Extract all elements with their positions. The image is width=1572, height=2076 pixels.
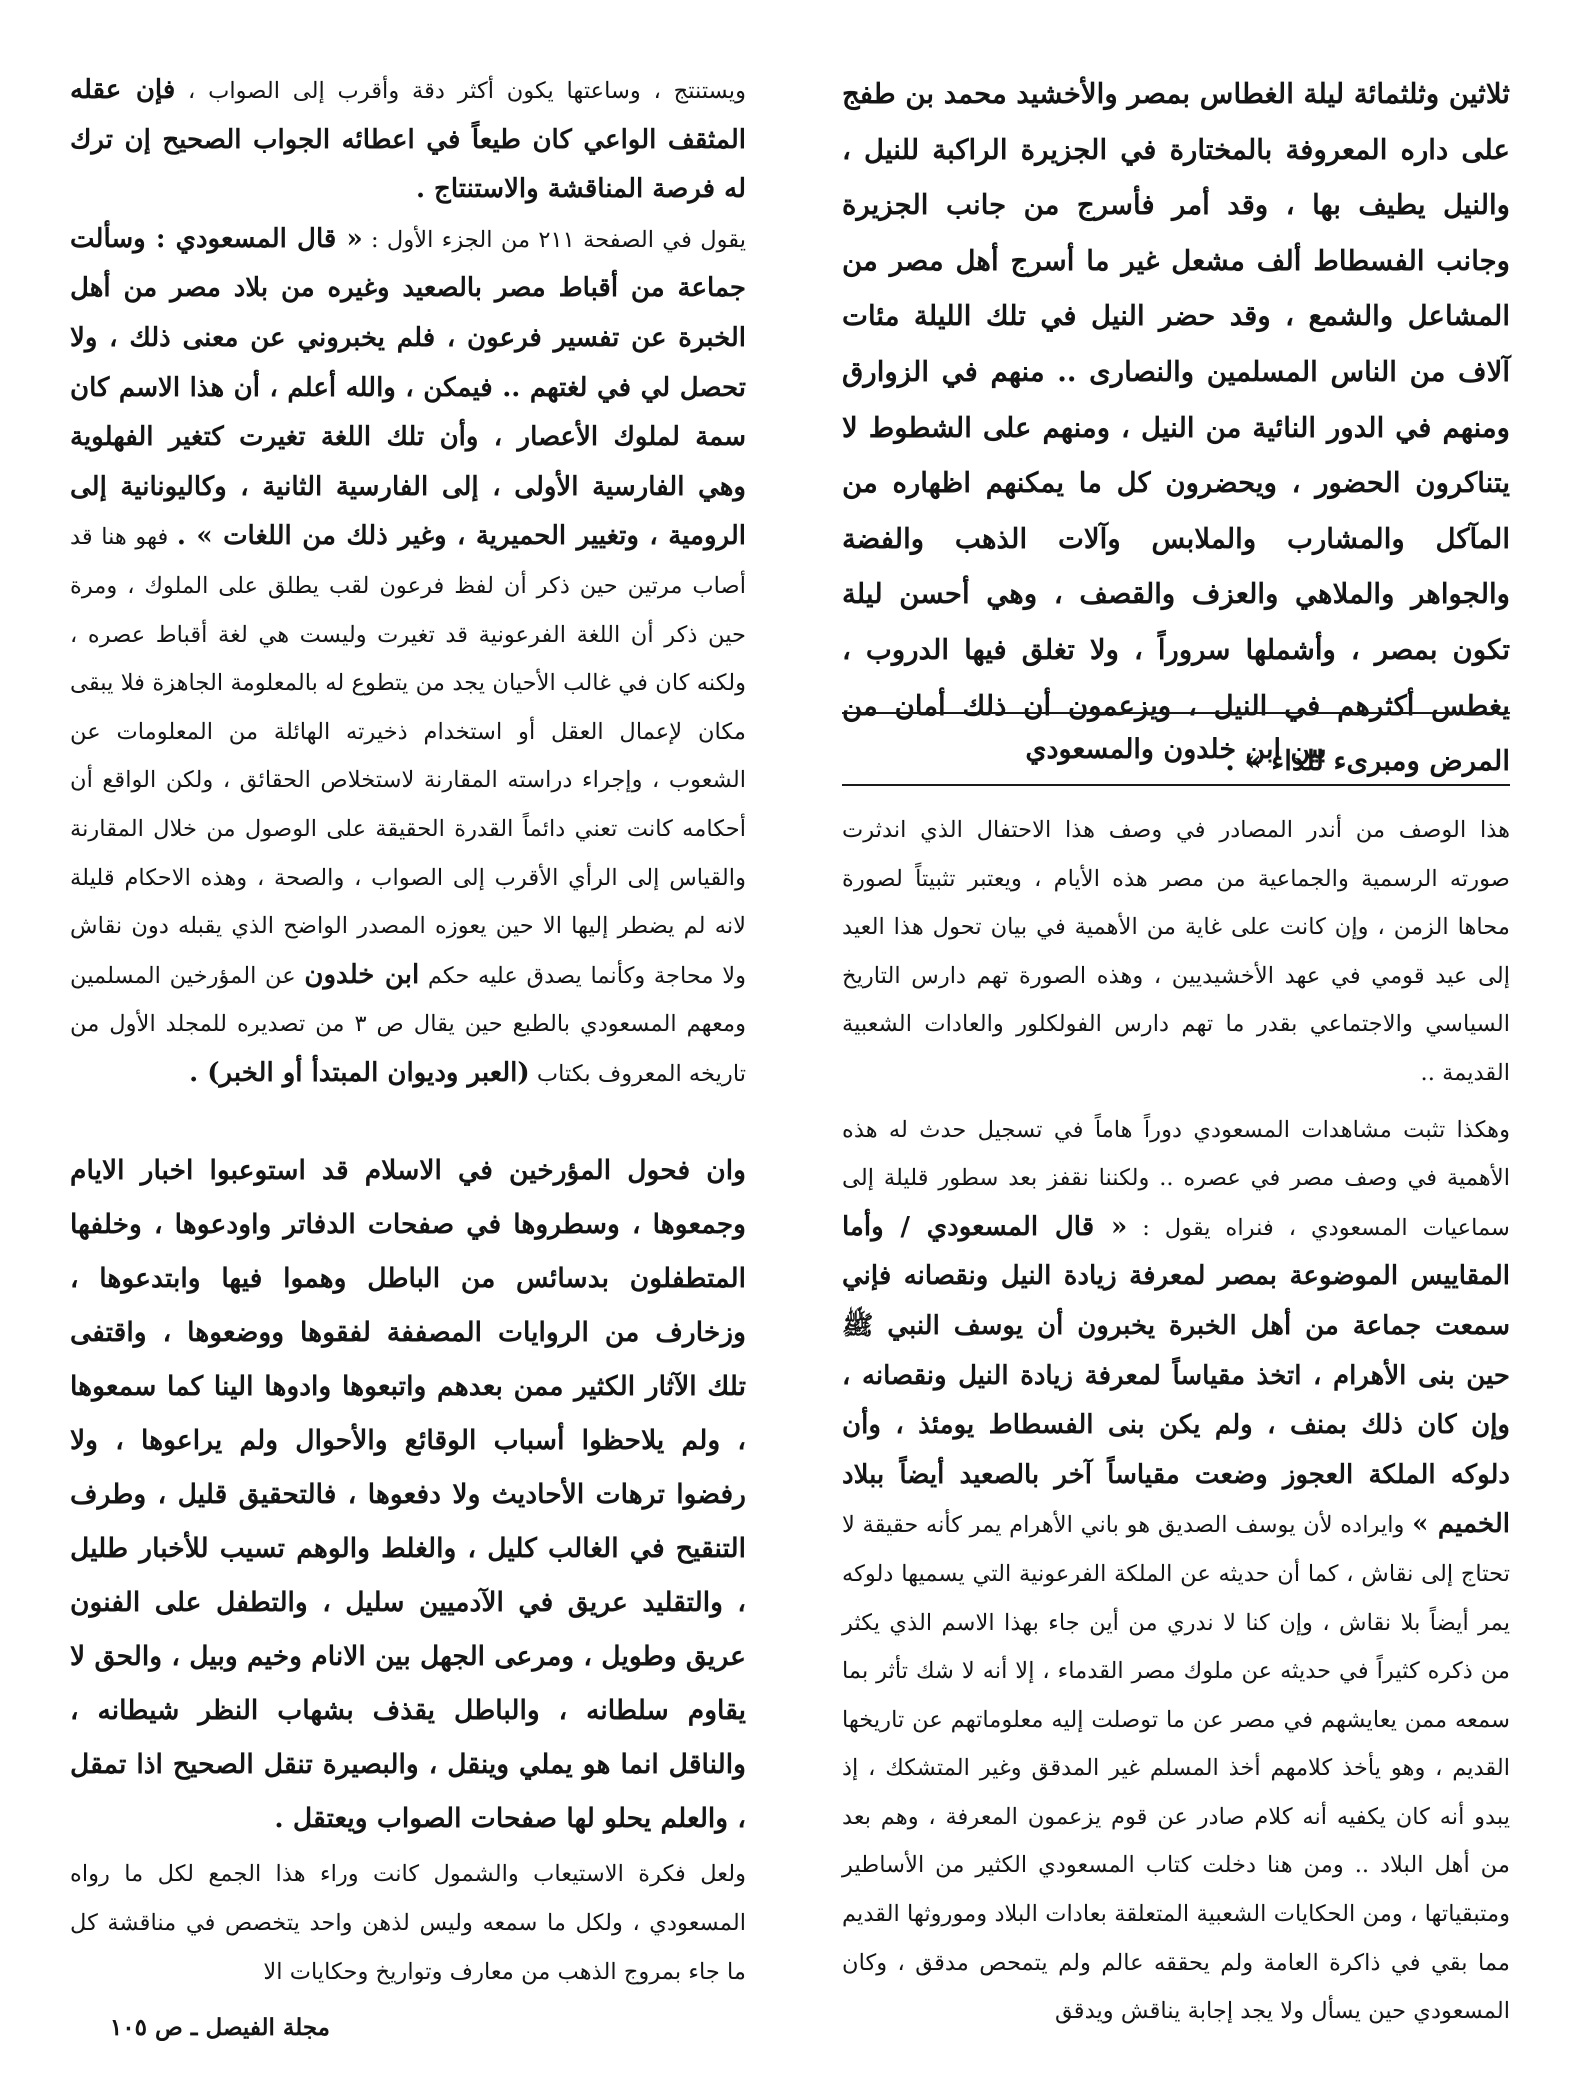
left-paragraph-4: ولعل فكرة الاستيعاب والشمول كانت وراء هذا الجمع لكل ما رواه المسعودي ، ولكل ما سمعه وليس لذهن واحد يتخصص في مناقشة كل ما جاء بمروج الذهب من معارف وتواريخ وحكايات الا: [70, 1861, 746, 1985]
masudi-quote-pharaoh: « قال المسعودي : وسألت جماعة من أقباط مصر بالصعيد وغيره من بلاد مصر من أهل الخبرة عن تفسير فرعون ، فلم يخبروني عن معنى ذلك ، ولا تحصل لي في لغتهم .. فيمكن ، والله أعلم ، أن هذا الاسم كان سمة لملوك الأعصار ، وأن تلك اللغة تغيرت كتغير الفهلوية وهي الفارسية الأولى ، إلى الفارسية الثانية ، وكاليونانية إلى الرومية ، وتغيير الحميرية ، وغير ذلك من اللغات » .: [70, 223, 747, 552]
left-column: [70, 66, 746, 1996]
left-p2-intro: يقول في الصفحة ٢١١ من الجزء الأول :: [371, 226, 746, 253]
masudi-quote-nilometer: « قال المسعودي / وأما المقاييس الموضوعة بمصر لمعرفة زيادة النيل ونقصانه فإني سمعت جماعة من أهل الخبرة يخبرون أن يوسف النبي ﷺ حين بنى الأهرام ، اتخذ مقياساً لمعرفة زيادة النيل ونقصانه ، وإن كان ذلك بمنف ، ولم يكن بنى الفسطاط يومئذ ، وأن دلوكه الملكة العجوز وضعت مقياساً آخر بالصعيد أيضاً ببلاد الخميم »: [842, 1211, 1510, 1540]
heading-top-rule: [842, 712, 1510, 714]
ibn-khaldun-quote: وان فحول المؤرخين في الاسلام قد استوعبوا اخبار الايام وجمعوها ، وسطروها في صفحات الدفاتر واودعوها ، وخلفها المتطفلون بدسائس من الباطل وهموا فيها وابتدعوها ، وزخارف من الروايات المصففة لفقوها ووضعوها ، واقتفى تلك الآثار الكثير ممن بعدهم واتبعوها وادوها الينا كما سمعوها ، ولم يلاحظوا أسباب الوقائع والأحوال ولم يراعوها ، ولا رفضوا ترهات الأحاديث ولا دفعوها ، فالتحقيق قليل ، وطرف التنقيح في الغالب كليل ، والغلط والوهم تسيب للأخبار طليل ، والتقليد عريق في الآدميين سليل ، والتطفل على الفنون عريق وطويل ، ومرعى الجهل بين الانام وخيم وبيل ، والحق لا يقاوم سلطانه ، والباطل يقذف بشهاب النظر شيطانه ، والناقل انما هو يملي وينقل ، والبصيرة تنقل الصحيح اذا تمقل ، والعلم يحلو لها صفحات الصواب ويعتقل .: [70, 1155, 746, 1835]
opening-quote-paragraph: ثلاثين وثلثمائة ليلة الغطاس بمصر والأخشيد محمد بن طفج على داره المعروفة بالمختارة في الجزيرة الراكبة للنيل ، والنيل يطيف بها ، وقد أمر فأسرج من جانب الجزيرة وجانب الفسطاط ألف مشعل غير ما أسرج أهل مصر من المشاعل والشمع ، وقد حضر النيل في تلك الليلة مئات آلاف من الناس المسلمين والنصارى .. منهم في الزوارق ومنهم في الدور النائية من النيل ، ومنهم على الشطوط لا يتناكرون الحضور ، ويحضرون كل ما يمكنهم اظهاره من المآكل والمشارب والملابس وآلات الذهب والفضة والجواهر والملاهي والعزف والقصف ، وهي أحسن ليلة تكون بمصر ، وأشملها سروراً ، ولا تغلق فيها الدروب ، يغطس أكثرهم في النيل ، ويزعمون أن ذلك أمان من المرض ومبرىء للداء » .: [842, 77, 1510, 778]
left-p2-rest-a: فهو هنا قد أصاب مرتين حين ذكر أن لفظ فرعون لقب يطلق على الملوك ، ومرة حين ذكر أن اللغة الفرعونية قد تغيرت وليست هي لغة أقباط عصره ، ولكنه كان في غالب الأحيان يجد من يتطوع له بالمعلومة الجاهزة فلا يبقى مكان لإعمال العقل أو استخدام ذخيرته الهائلة من المعلومات عن الشعوب ، وإجراء دراسته المقارنة لاستخلاص الحقائق ، ولكن الواقع أن أحكامه كانت تعني دائماً القدرة الحقيقة على الوصول من خلال المقارنة والقياس إلى الرأي الأقرب إلى الصواب ، والصحة ، وهذه الاحكام قليلة لانه لم يضطر إليها الا حين يعوزه المصدر الواضح الذي يقبله دون نقاش ولا محاجة وكأنما يصدق عليه حكم: [70, 524, 747, 989]
page-footer: مجلة الفيصل ـ ص ١٠٥: [109, 2014, 330, 2041]
ibn-khaldun-name: ابن خلدون: [304, 959, 420, 990]
heading-bottom-rule: [842, 784, 1510, 786]
paragraph-2-commentary: وايراده لأن يوسف الصديق هو باني الأهرام يمر كأنه حقيقة لا تحتاج إلى نقاش ، كما أن حديثه عن الملكة الفرعونية التي يسميها دلوكه يمر أيضاً بلا نقاش ، وإن كنا لا ندري من أين جاء بهذا الاسم الذي يكثر من ذكره كثيراً في حديثه عن ملوك مصر القدماء ، إلا أنه لا شك تأثر بما سمعه ممن يعايشهم في مصر عن ما توصلت إليه معلوماتهم عن تاريخها القديم ، وهو يأخذ كلامهم أخذ المسلم غير المدقق وغير المتشكك ، إذ يبدو أنه كان يكفيه أنه كلام صادر عن قوم يزعمون المعرفة ، وهم بعد من أهل البلاد .. ومن هنا دخلت كتاب المسعودي الكثير من الأساطير ومتبقياتها ، ومن الحكايات الشعبية المتعلقة بعادات البلاد وموروثها القديم مما بقي في ذاكرة العامة ولم يحققه عالم ولم يتمحص مدقق ، وكان المسعودي حين يسأل ولا يجد إجابة يناقش ويدقق: [842, 1512, 1510, 2025]
section-heading: بين ابن خلدون والمسعودي: [1025, 734, 1327, 765]
body-paragraph-2: [842, 1106, 1510, 2036]
left-p2-rest-b: عن المؤرخين المسلمين ومعهم المسعودي بالطبع حين يقال ص ٣ من تصديره للمجلد الأول من تاريخه المعروف بكتاب: [70, 962, 747, 1087]
left-paragraph-1: [70, 66, 746, 215]
right-column-body: [842, 806, 1510, 2036]
left-p1-normal: ويستنتج ، وساعتها يكون أكثر دقة وأقرب إلى الصواب ،: [188, 78, 747, 104]
left-paragraph-2: [70, 215, 746, 1099]
paragraph-2-intro: وهكذا تثبت مشاهدات المسعودي دوراً هاماً في تسجيل حدث له هذه الأهمية في وصف مصر في عصره .. ولكننا نقفز بعد سطور قليلة إلى سماعيات المسعودي ، فنراه يقول :: [842, 1116, 1510, 1241]
body-paragraph-1: هذا الوصف من أندر المصادر في وصف هذا الاحتفال الذي اندثرت صورته الرسمية والجماعية من مصر هذه الأيام ، ويعتبر تثبيتاً لصورة محاها الزمن ، وإن كانت على غاية من الأهمية في بيان تحول هذا العيد إلى عيد قومي في عهد الأخشيديين ، وهذه الصورة تهم دارس التاريخ السياسي والاجتماعي بقدر ما تهم دارس الفولكلور والعادات الشعبية القديمة ..: [842, 817, 1510, 1086]
left-p1-bold: فإن عقله المثقف الواعي كان طيعاً في اعطائه الجواب الصحيح إن ترك له فرصة المناقشة والاستنتاج .: [70, 75, 746, 205]
book-title: (العبر وديوان المبتدأ أو الخبر) .: [189, 1057, 530, 1088]
right-column: [842, 66, 1510, 789]
